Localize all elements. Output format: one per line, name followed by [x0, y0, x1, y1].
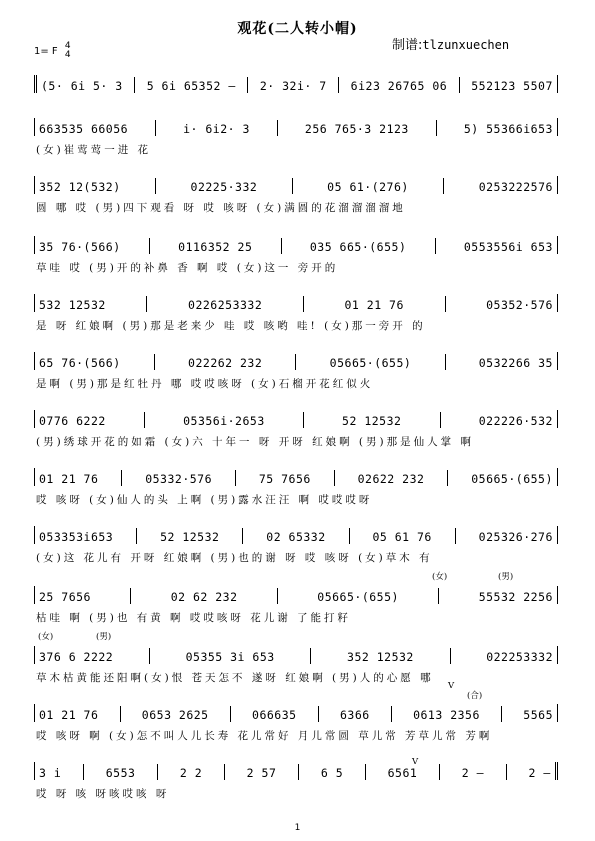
bar-line	[310, 648, 311, 664]
bar-line	[338, 77, 339, 93]
score-system	[34, 236, 558, 274]
key-label: 1= F	[34, 46, 58, 57]
bar-line	[435, 238, 436, 254]
notation-row	[34, 646, 558, 664]
lyrics-row: 圆 哪 哎 (男)四下观看 呀 哎 咳呀 (女)满圆的花溜溜溜溜地	[36, 202, 406, 214]
measure: 053353i653	[39, 530, 114, 544]
bar-line	[247, 77, 248, 93]
bar-line	[298, 764, 299, 780]
measure: 2 –	[528, 766, 551, 780]
time-signature	[65, 42, 71, 60]
bar-line	[445, 296, 446, 312]
measure: 01 21 76	[344, 298, 404, 312]
bar-line	[365, 764, 366, 780]
time-signature-top: 4	[64, 41, 71, 51]
maker-name: tlzunxuechen	[422, 38, 510, 52]
score-system	[34, 762, 558, 800]
lyrics-row: (女)这 花儿有 开呀 红娘啊 (男)也的谢 呀 哎 咳呀 (女)草木 有	[36, 552, 433, 564]
measure: 0553556i 653	[463, 240, 553, 254]
lyrics-row: 是啊 (男)那是红牡丹 哪 哎哎咳呀 (女)石榴开花红似火	[36, 378, 374, 390]
measure: 5565	[523, 708, 553, 722]
bar-line	[443, 178, 444, 194]
lyrics-row: 哎 呀 咳 呀咳哎咳 呀	[36, 788, 170, 800]
notation-row	[34, 118, 558, 136]
measure: 066635	[252, 708, 297, 722]
lyrics-row: 是 呀 红娘啊 (男)那是老来少 哇 哎 咳哟 哇! (女)那一旁开 的	[36, 320, 426, 332]
bar-line	[224, 764, 225, 780]
score-system	[34, 410, 558, 448]
measure: 5) 55366i653	[463, 122, 553, 136]
bar-line	[303, 412, 304, 428]
measure: 65 76·(566)	[39, 356, 121, 370]
measure: i· 6i2· 3	[183, 122, 250, 136]
lyrics-row: (男)绣球开花的如霜 (女)六 十年一 呀 开呀 红娘啊 (男)那是仙人掌 啊	[36, 436, 474, 448]
measure: 376 6 2222	[39, 650, 114, 664]
bar-line	[120, 706, 121, 722]
measure: 01 21 76	[39, 708, 99, 722]
notation-row	[34, 294, 558, 312]
bar-line	[439, 764, 440, 780]
score-system	[34, 294, 558, 332]
measure: 2 –	[461, 766, 485, 780]
measure: 0613 2356	[413, 708, 480, 722]
measure: 6553	[105, 766, 136, 780]
bar-line	[130, 588, 131, 604]
part-mark-female-2: (女)	[38, 632, 54, 642]
bar-line	[277, 120, 278, 136]
measure: 05352·576	[486, 298, 553, 312]
lyrics-row	[34, 99, 558, 113]
bar-line	[134, 77, 135, 93]
bar-line	[149, 238, 150, 254]
measure: 02225·332	[190, 180, 258, 194]
breath-mark: V	[448, 681, 455, 691]
notation-row	[34, 468, 558, 486]
score-system	[34, 176, 558, 214]
score-system	[34, 526, 558, 564]
measure: 35 76·(566)	[39, 240, 121, 254]
measure: 025326·276	[478, 530, 553, 544]
part-mark-male-2: (男)	[96, 632, 112, 642]
notation-row	[34, 352, 558, 370]
part-mark-together: (合)	[467, 691, 483, 701]
key-signature	[34, 42, 71, 60]
measure: 0226253332	[188, 298, 263, 312]
measure: 02 62 232	[170, 590, 238, 604]
measure: 6 5	[320, 766, 344, 780]
bar-line	[447, 470, 448, 486]
measure: 022253332	[486, 650, 553, 664]
measure: (5· 6i 5· 3	[41, 79, 123, 93]
bar-line	[501, 706, 502, 722]
lyrics-row: 枯哇 啊 (男)也 有黄 啊 哎哎咳呀 花儿谢 了能打籽	[36, 612, 352, 624]
bar-line	[391, 706, 392, 722]
song-title: 观花(二人转小帽)	[237, 21, 358, 37]
measure: 022226·532	[478, 414, 553, 428]
notation-row	[34, 586, 558, 604]
lyrics-row: 哎 咳呀 啊 (女)怎不叫人儿长寿 花儿常好 月儿常圆 草儿常 芳草儿常 芳啊	[36, 730, 493, 742]
measure: 022262 232	[188, 356, 263, 370]
measure: 256 765·3 2123	[304, 122, 409, 136]
measure: 0116352 25	[178, 240, 253, 254]
bar-line	[149, 648, 150, 664]
measure: 52 12532	[342, 414, 402, 428]
measure: 0253222576	[478, 180, 553, 194]
bar-line	[235, 470, 236, 486]
bar-line	[83, 764, 84, 780]
notation-row	[34, 526, 558, 544]
bar-line	[455, 528, 456, 544]
bar-line	[440, 412, 441, 428]
bar-line	[157, 764, 158, 780]
breath-mark-2: V	[412, 757, 419, 767]
bar-line	[136, 528, 137, 544]
measure: 05665·(655)	[329, 356, 412, 370]
maker-label: 制谱:	[392, 38, 423, 53]
measure: 05355 3i 653	[185, 650, 275, 664]
measure: 0653 2625	[141, 708, 209, 722]
measure: 035 665·(655)	[309, 240, 407, 254]
notation-row	[34, 236, 558, 254]
measure: 01 21 76	[39, 472, 99, 486]
bar-line	[445, 354, 446, 370]
score-system	[34, 704, 558, 742]
measure: 0532266 35	[478, 356, 553, 370]
bar-line	[349, 528, 350, 544]
bar-line	[436, 120, 437, 136]
lyrics-row: (女)崔莺莺一进 花	[36, 144, 152, 156]
measure: 05 61 76	[372, 530, 432, 544]
notation-row	[34, 176, 558, 194]
measure: 663535 66056	[39, 122, 129, 136]
measure: 2· 32i· 7	[259, 79, 327, 93]
measure: 05665·(655)	[317, 590, 399, 604]
measure: 25 7656	[39, 590, 91, 604]
measure: 2 57	[246, 766, 277, 780]
part-mark-male: (男)	[498, 572, 514, 582]
bar-line	[506, 764, 507, 780]
measure: 05332·576	[145, 472, 213, 486]
bar-line	[459, 77, 460, 93]
bar-line	[303, 296, 304, 312]
measure: 352 12532	[347, 650, 414, 664]
score-system	[34, 75, 558, 113]
score-system	[34, 646, 558, 684]
measure: 55532 2256	[478, 590, 553, 604]
notation-row	[34, 75, 558, 93]
bar-line	[155, 178, 156, 194]
bar-line	[334, 470, 335, 486]
bar-line	[438, 588, 439, 604]
measure: 352 12(532)	[39, 180, 121, 194]
measure: 75 7656	[258, 472, 311, 486]
bar-line	[121, 470, 122, 486]
bar-line	[277, 588, 278, 604]
lyrics-row: 草哇 哎 (男)开的补鼻 香 啊 哎 (女)这一 旁开的	[36, 262, 339, 274]
measure: 3 i	[39, 766, 62, 780]
measure: 05 61·(276)	[327, 180, 409, 194]
score-system	[34, 118, 558, 156]
score-maker	[392, 34, 509, 53]
measure: 02622 232	[357, 472, 425, 486]
bar-line	[318, 706, 319, 722]
measure: 5 6i 65352 –	[146, 79, 236, 93]
bar-line	[295, 354, 296, 370]
measure: 52 12532	[160, 530, 220, 544]
notation-row	[34, 762, 558, 780]
bar-line	[154, 354, 155, 370]
bar-line	[230, 706, 231, 722]
notation-row	[34, 410, 558, 428]
notation-row	[34, 704, 558, 722]
lyrics-row: 草木枯黄能还阳啊(女)恨 苍天怎不 遂呀 红娘啊 (男)人的心愿 哪	[36, 672, 434, 684]
bar-line	[292, 178, 293, 194]
bar-line	[155, 120, 156, 136]
measure: 02 65332	[266, 530, 326, 544]
part-mark-female: (女)	[432, 572, 448, 582]
bar-line	[242, 528, 243, 544]
measure: 6i23 26765 06	[350, 79, 448, 93]
bar-line	[281, 238, 282, 254]
bar-line	[144, 412, 145, 428]
measure: 2 2	[179, 766, 203, 780]
bar-line	[450, 648, 451, 664]
measure: 05356i·2653	[183, 414, 265, 428]
measure: 532 12532	[39, 298, 106, 312]
measure: 05665·(655)	[471, 472, 553, 486]
score-system	[34, 468, 558, 506]
lyrics-row: 哎 咳呀 (女)仙人的头 上啊 (男)露水汪汪 啊 哎哎哎呀	[36, 494, 373, 506]
page-number: 1	[294, 823, 301, 833]
measure: 0776 6222	[39, 414, 106, 428]
bar-line	[146, 296, 147, 312]
score-system	[34, 352, 558, 390]
score-system	[34, 586, 558, 624]
time-signature-bottom: 4	[64, 50, 71, 60]
measure: 6366	[339, 708, 370, 722]
measure: 6561	[387, 766, 418, 780]
measure: 552123 5507	[471, 79, 553, 93]
